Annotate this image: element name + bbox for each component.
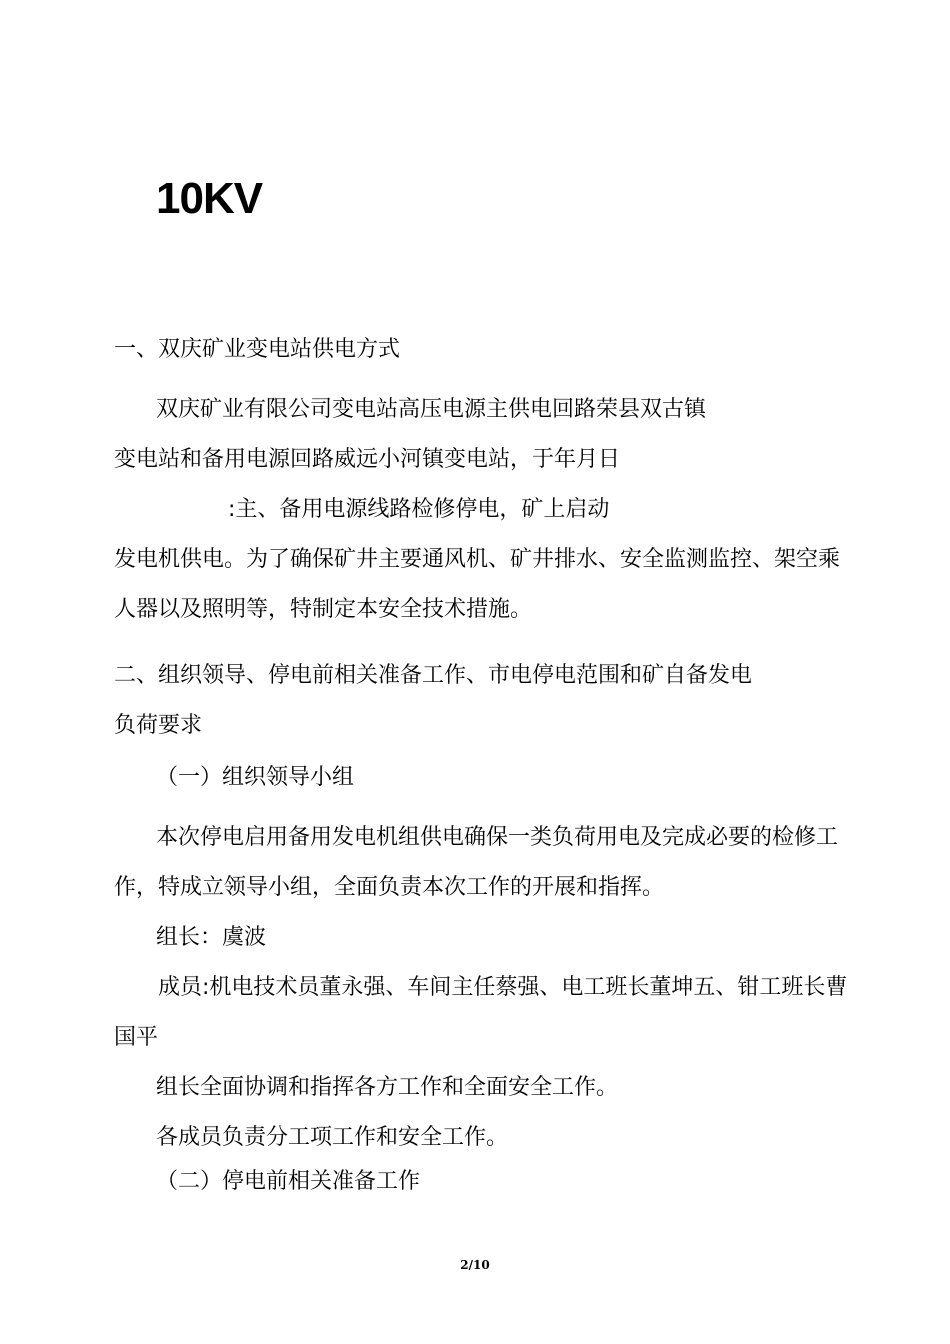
section-heading-2: 二、组织领导、停电前相关准备工作、市电停电范围和矿自备发电 <box>114 663 753 688</box>
page-number: 2/10 <box>460 1258 490 1272</box>
members-line: 成员:机电技术员董永强、车间主任蔡强、电工班长董坤五、钳工班长曹 <box>158 975 848 1000</box>
paragraph-line: 发电机供电。为了确保矿井主要通风机、矿井排水、安全监测监控、架空乘 <box>114 547 841 572</box>
paragraph-line: 人器以及照明等，特制定本安全技术措施。 <box>114 597 533 622</box>
document-title: 10KV <box>156 174 263 223</box>
group-leader-line: 组长：虞波 <box>156 925 267 950</box>
paragraph-line: 变电站和备用电源回路威远小河镇变电站，于年月日 <box>114 447 621 472</box>
paragraph-line: 各成员负责分工项工作和安全工作。 <box>156 1125 509 1150</box>
paragraph-line: 双庆矿业有限公司变电站高压电源主供电回路荣县双古镇 <box>156 397 707 422</box>
paragraph-line: :主、备用电源线路检修停电，矿上启动 <box>228 497 610 522</box>
paragraph-line: 作，特成立领导小组，全面负责本次工作的开展和指挥。 <box>114 875 665 900</box>
subsection-heading-1: （一）组织领导小组 <box>156 765 355 790</box>
subsection-heading-2: （二）停电前相关准备工作 <box>156 1169 421 1194</box>
members-line-cont: 国平 <box>114 1025 159 1050</box>
paragraph-line: 组长全面协调和指挥各方工作和全面安全工作。 <box>156 1075 619 1100</box>
section-heading-2-cont: 负荷要求 <box>114 713 203 738</box>
paragraph-line: 本次停电启用备用发电机组供电确保一类负荷用电及完成必要的检修工 <box>156 825 839 850</box>
section-heading-1: 一、双庆矿业变电站供电方式 <box>114 337 401 362</box>
